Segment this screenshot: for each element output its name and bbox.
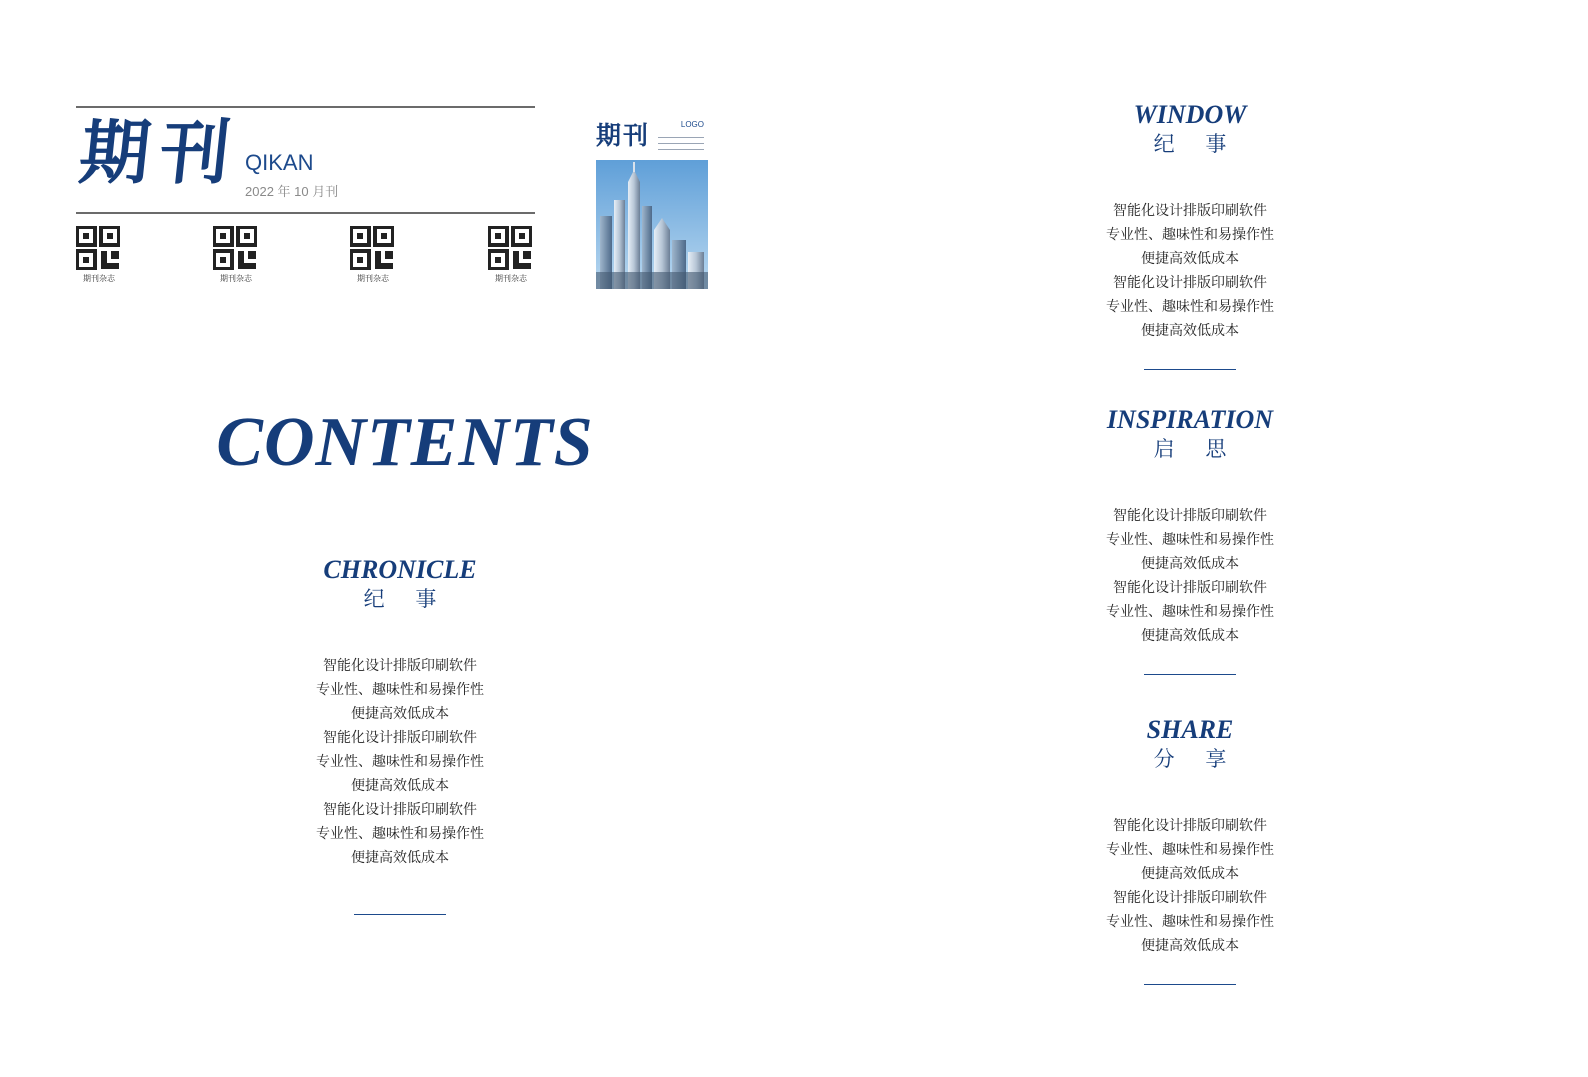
masthead-bottom-rule [76,212,535,214]
section-text-line: 便捷高效低成本 [1141,866,1239,882]
section-inspiration [1060,407,1320,675]
qr-code-icon [488,226,532,270]
section-text-line: 智能化设计排版印刷软件 [323,658,477,674]
section-title-cn: 纪 事 [363,587,449,611]
masthead-top-rule [76,106,535,108]
qr-code[interactable] [488,226,534,284]
qr-code-label: 期刊杂志 [495,274,527,283]
section-text [270,654,530,870]
section-title-cn: 启 思 [1153,437,1239,461]
section-title-en: CHRONICLE [323,555,477,584]
section-text-line: 专业性、趣味性和易操作性 [316,682,484,698]
masthead-title-en: QIKAN [245,150,314,175]
qr-code-row [76,226,536,286]
section-text-line: 专业性、趣味性和易操作性 [316,754,484,770]
section-text-line: 便捷高效低成本 [1141,628,1239,644]
section-text-line: 便捷高效低成本 [351,706,449,722]
section-text-line: 智能化设计排版印刷软件 [1113,890,1267,906]
section-text-line: 智能化设计排版印刷软件 [1113,508,1267,524]
masthead-title-cn: 期刊 [75,111,245,194]
qr-code-icon [213,226,257,270]
section-title-en: SHARE [1146,715,1234,744]
section-text [1060,814,1320,958]
cover-logo: LOGO [680,120,704,129]
section-text-line: 专业性、趣味性和易操作性 [1106,227,1274,243]
section-text-line: 专业性、趣味性和易操作性 [1106,532,1274,548]
cover-title-cn: 期刊 [596,121,651,150]
section-title-cn: 分 享 [1153,747,1239,771]
section-share [1060,717,1320,985]
section-text-line: 智能化设计排版印刷软件 [1113,818,1267,834]
section-text-line: 便捷高效低成本 [1141,251,1239,267]
section-title-en: INSPIRATION [1106,405,1274,434]
section-text-line: 智能化设计排版印刷软件 [1113,203,1267,219]
qr-code[interactable] [76,226,122,284]
section-text-line: 智能化设计排版印刷软件 [1113,275,1267,291]
cover-skyscraper-image [596,160,708,289]
section-text-line: 便捷高效低成本 [351,850,449,866]
section-text-line: 便捷高效低成本 [351,778,449,794]
contents-heading: CONTENTS [216,404,594,481]
magazine-cover-thumbnail[interactable] [596,118,708,289]
section-divider [1144,984,1236,985]
section-text-line: 专业性、趣味性和易操作性 [1106,299,1274,315]
section-text [1060,504,1320,648]
section-window [1060,102,1320,370]
section-text-line: 智能化设计排版印刷软件 [323,802,477,818]
section-text-line: 智能化设计排版印刷软件 [1113,580,1267,596]
section-text-line: 便捷高效低成本 [1141,556,1239,572]
qr-code-label: 期刊杂志 [357,274,389,283]
qr-code-label: 期刊杂志 [220,274,252,283]
qr-code-icon [76,226,120,270]
qr-code-icon [350,226,394,270]
section-chronicle [270,557,530,915]
section-divider [1144,674,1236,675]
section-text-line: 智能化设计排版印刷软件 [323,730,477,746]
cover-info-lines [658,132,704,150]
section-text-line: 便捷高效低成本 [1141,323,1239,339]
section-text-line: 便捷高效低成本 [1141,938,1239,954]
masthead-issue-date: 2022 年 10 月刊 [245,184,339,199]
qr-code-label: 期刊杂志 [83,274,115,283]
section-text-line: 专业性、趣味性和易操作性 [316,826,484,842]
qr-code[interactable] [350,226,396,284]
qr-code[interactable] [213,226,259,284]
section-title-en: WINDOW [1133,100,1247,129]
section-text-line: 专业性、趣味性和易操作性 [1106,604,1274,620]
section-text-line: 专业性、趣味性和易操作性 [1106,842,1274,858]
section-divider [1144,369,1236,370]
section-divider [354,914,446,915]
section-title-cn: 纪 事 [1153,132,1239,156]
section-text-line: 专业性、趣味性和易操作性 [1106,914,1274,930]
section-text [1060,199,1320,343]
